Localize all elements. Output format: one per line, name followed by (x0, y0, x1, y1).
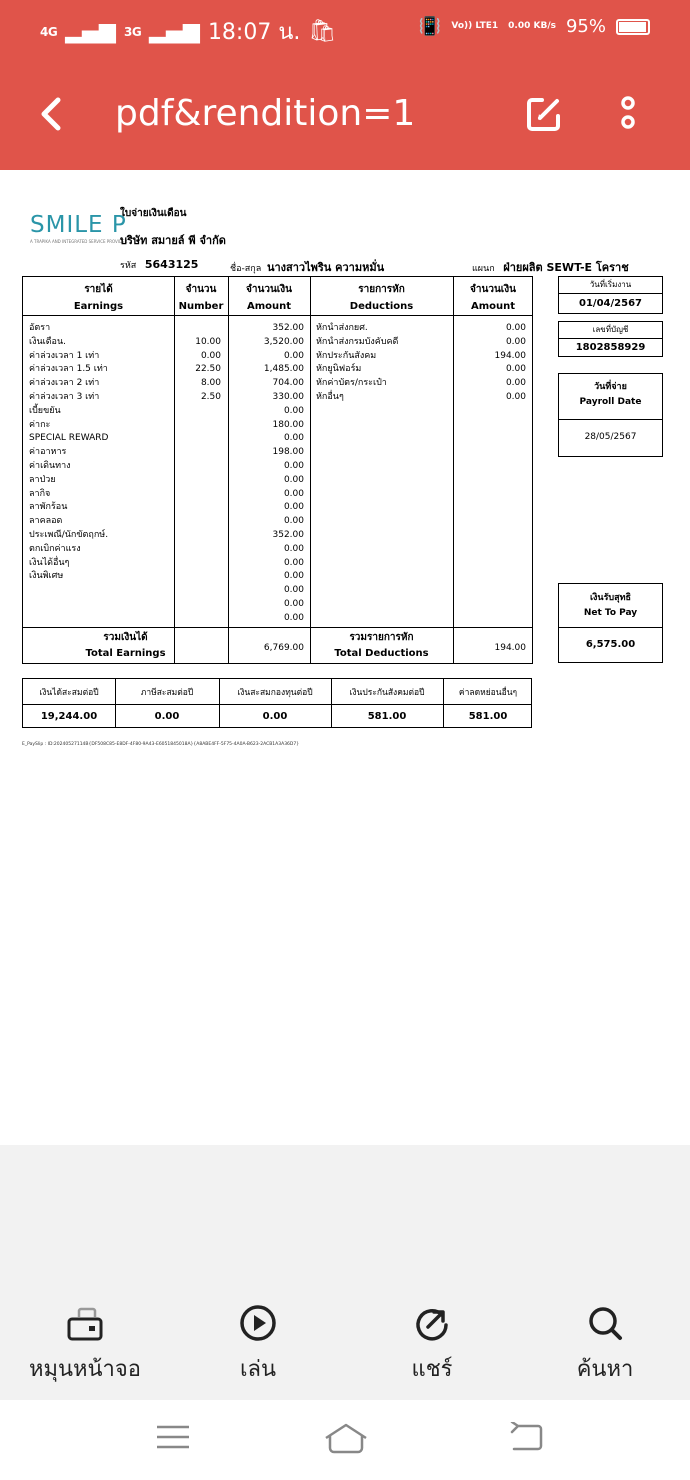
total-deductions-value: 194.00 (494, 643, 526, 653)
deductions-header: รายการหัก Deductions (349, 284, 414, 312)
back-arrow-icon[interactable] (36, 94, 66, 134)
ytd-header-tax: ภาษีสะสมต่อปี (140, 688, 194, 698)
company-logo: SMILE P A TRAPIKA AND INTEGRATED SERVICE PROVIDER (30, 212, 128, 244)
clock: 18:07 น. (207, 20, 301, 45)
ytd-value-income: 19,244.00 (40, 711, 98, 722)
search-button[interactable] (560, 1303, 650, 1386)
number-header: จำนวน Number (178, 284, 224, 312)
ytd-header-fund: เงินสะสมกองทุนต่อปี (237, 688, 313, 698)
edit-icon[interactable] (526, 96, 562, 132)
menu-icon[interactable] (155, 1422, 191, 1452)
name-label: ชื่อ-สกุล (230, 264, 262, 274)
rotate-screen-button[interactable] (25, 1303, 145, 1386)
payslip-title: ใบจ่ายเงินเดือน (120, 208, 187, 219)
signal-3g: 3G (123, 24, 142, 39)
signal-bars-icon: ▂▄▆ (149, 19, 200, 44)
signal-bars-icon: ▂▄▆ (65, 19, 116, 44)
document-title: pdf&rendition=1 (115, 93, 416, 134)
amount-header: จำนวนเงิน Amount (246, 284, 292, 312)
net-pay-box: เงินรับสุทธิ Net To Pay 6,575.00 (558, 583, 663, 663)
earnings-amounts: 352.00 3,520.00 0.00 1,485.00 704.00 330.00 0.00 180.00 0.00 198.00 0.00 0.00 0.00 0.00 0.00 352.00 0.00 0.00 0.00 0.00 0.00 0.00 (263, 323, 304, 623)
total-deductions-label: รวมรายการหัก Total Deductions (334, 632, 429, 659)
dept-label: แผนก (472, 264, 495, 274)
battery-percent: 95% (565, 16, 606, 37)
shopping-bag-icon: 🛍 (308, 19, 337, 44)
ytd-value-other-allowance: 581.00 (468, 711, 508, 722)
search-icon (585, 1303, 625, 1343)
company-name: บริษัท สมายล์ พี จำกัด (120, 234, 226, 247)
volte-indicator: Vo)) LTE1 (451, 21, 499, 31)
code-label: รหัส (120, 261, 137, 271)
earnings-deductions-table (22, 276, 533, 664)
vibrate-icon: 📳 (418, 16, 442, 37)
total-earnings-label: รวมเงินได้ Total Earnings (85, 632, 166, 659)
battery-icon (616, 19, 650, 35)
share-icon (412, 1303, 452, 1343)
department: ฝ่ายผลิต SEWT-E โคราช (503, 261, 629, 274)
ytd-header-social-security: เงินประกันสังคมต่อปี (349, 688, 425, 698)
earnings-labels: อัตรา เงินเดือน. ค่าล่วงเวลา 1 เท่า ค่าล่วงเวลา 1.5 เท่า ค่าล่วงเวลา 2 เท่า ค่าล่วงเวลา 3 เท่า เบี้ยขยัน ค่ากะ SPECIAL REWARD ค่าอาหาร ค่าเดินทาง ลาป่วย ลากิจ ลาพักร้อน ลาคลอด ประเพณี/นักขัตฤกษ์. ตกเบิกค่าแรง เงินได้อื่นๆ เงินพิเศษ (29, 323, 109, 582)
employee-name: นางสาวไพริน ความหมั่น (266, 261, 385, 274)
pdf-page[interactable] (0, 170, 690, 1145)
system-navigation-bar (0, 1400, 690, 1480)
signal-4g: 4G (40, 24, 58, 39)
earnings-header: รายได้ Earnings (73, 284, 124, 312)
search-label: ค้นหา (576, 1357, 634, 1382)
more-options-icon[interactable] (614, 96, 642, 136)
play-icon (238, 1303, 278, 1343)
status-bar (0, 0, 690, 56)
share-button[interactable] (392, 1303, 472, 1386)
earnings-numbers: 10.00 0.00 22.50 8.00 2.50 (195, 336, 221, 402)
share-label: แชร์ (411, 1357, 453, 1382)
total-earnings-value: 6,769.00 (263, 643, 304, 653)
deduction-amounts: 0.00 0.00 194.00 0.00 0.00 0.00 (494, 323, 526, 402)
app-toolbar (0, 56, 690, 170)
ytd-value-fund: 0.00 (262, 711, 288, 722)
deduction-amount-header: จำนวนเงิน Amount (470, 284, 516, 312)
rotate-screen-icon (65, 1303, 105, 1343)
payslip-footer-id: E_PaySlip : ID:20240527114B{DF508C85-E8DF-4F80-9A43-E6051845018A}{A8ABE4FF-5F75-4A0A-B623-2ACB1A3A36D7} (22, 742, 300, 747)
play-label: เล่น (239, 1357, 277, 1382)
ytd-header-income: เงินได้สะสมต่อปี (39, 688, 99, 698)
start-date-box: วันที่เริ่มงาน 01/04/2567 (558, 276, 663, 314)
account-number-box: เลขที่บัญชี 1802858929 (558, 321, 663, 357)
ytd-value-tax: 0.00 (154, 711, 180, 722)
net-pay-value: 6,575.00 (585, 639, 636, 650)
ytd-value-social-security: 581.00 (367, 711, 407, 722)
employee-code: 5643125 (144, 258, 199, 271)
back-nav-icon[interactable] (508, 1422, 544, 1452)
play-button[interactable] (218, 1303, 298, 1386)
rotate-screen-label: หมุนหน้าจอ (28, 1357, 142, 1382)
bottom-action-bar (0, 1285, 690, 1400)
year-to-date-table (22, 678, 532, 728)
payroll-date-box: วันที่จ่าย Payroll Date 28/05/2567 (558, 373, 663, 457)
home-icon[interactable] (322, 1422, 370, 1456)
network-speed: 0.00 KB/s (508, 21, 556, 31)
deduction-labels: หักนำส่งกยศ. หักนำส่งกรมบังคับคดี หักประกันสังคม หักยูนิฟอร์ม หักค่าบัตร/กระเป๋า หักอื่นๆ (316, 323, 399, 402)
ytd-header-other-allowance: ค่าลดหย่อนอื่นๆ (458, 688, 518, 698)
